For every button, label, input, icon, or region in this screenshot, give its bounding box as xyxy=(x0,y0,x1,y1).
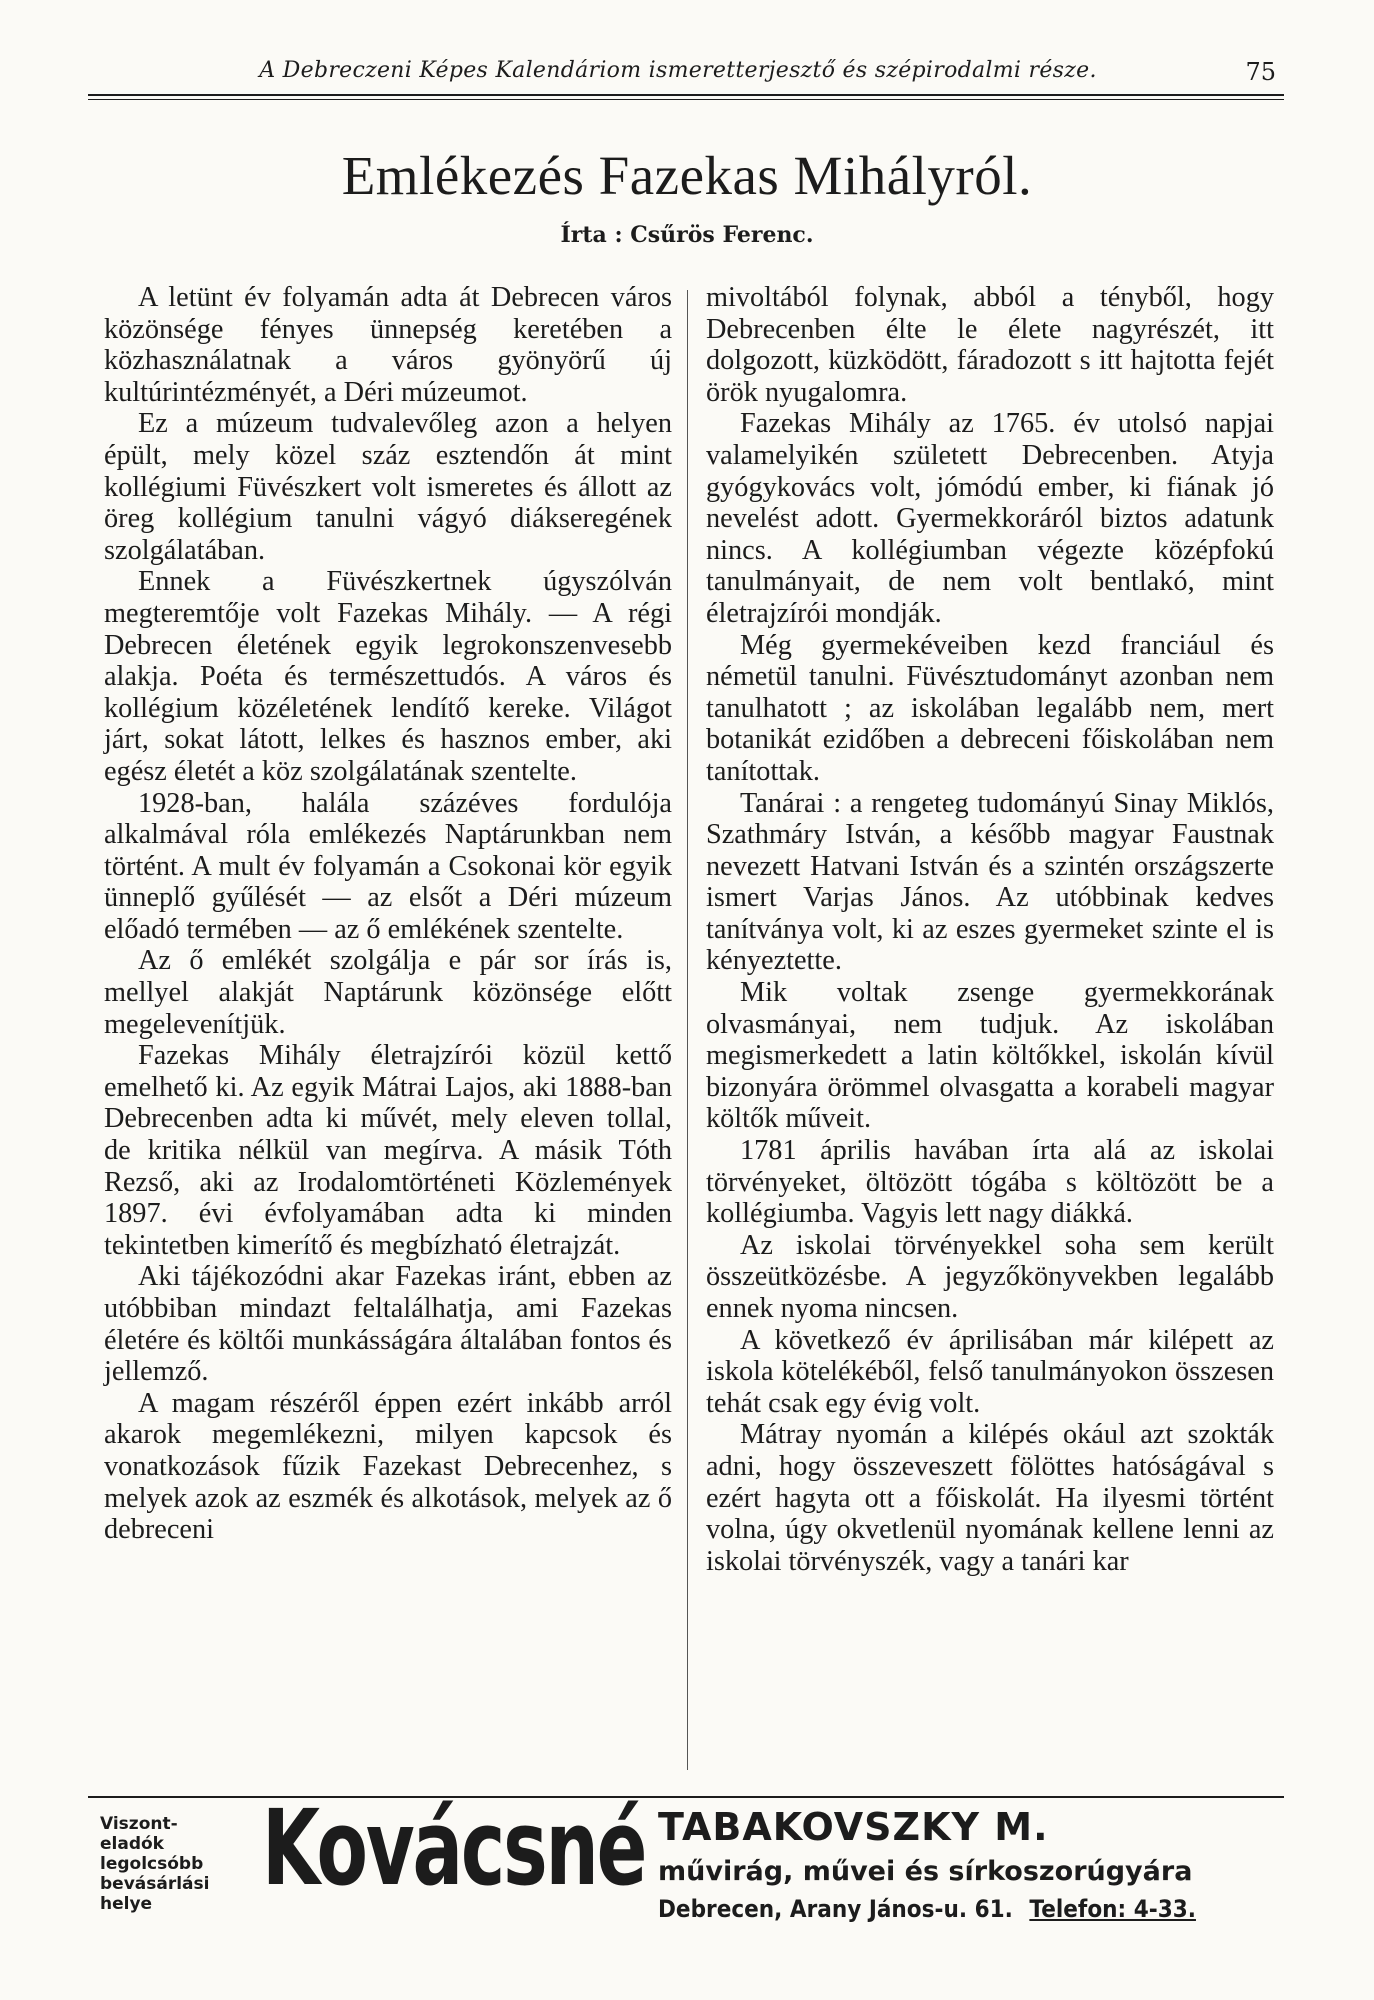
paragraph: Fazekas Mihály az 1765. év utolsó napjai valamelyikén született Debrecenben. Atyja gyógykovács volt, jómódú ember, ki fiának jó nevelést adott. Gyermekkoráról biztos adatunk nincs. A kollégiumban végezte középfokú tanulmányait, de nem volt bentlakó, mint életrajzírói mondják. xyxy=(706,408,1274,629)
paragraph: 1928-ban, halála százéves fordulója alkalmával róla emlékezés Naptárunkban nem történt. A mult év folyamán a Csokonai kör egyik ünneplő gyűlését — az elsőt a Déri múzeum előadó termében — az ő emlékének szentelte. xyxy=(104,787,672,945)
page-number: 75 xyxy=(1245,58,1276,86)
ad-tagline-line: Viszont- xyxy=(100,1814,178,1834)
ad-tagline-line: legolcsóbb xyxy=(100,1854,204,1874)
paragraph: Még gyermekéveiben kezd franciául és németül tanulni. Füvésztudományt azonban nem tanulhatott ; az iskolában legalább nem, mert botanikát ezidőben a debreceni főiskolában nem tanítottak. xyxy=(706,629,1274,787)
paragraph: Az ő emlékét szolgálja e pár sor írás is, mellyel alakját Naptárunk közönsége előtt megelevenítjük. xyxy=(104,945,672,1040)
ad-company-block xyxy=(658,1805,1278,1923)
running-header xyxy=(88,58,1284,96)
article-byline: Írta : Csűrös Ferenc. xyxy=(560,222,814,248)
ad-description: művirág, művei és sírkoszorúgyára xyxy=(658,1855,1193,1887)
paragraph: A letünt év folyamán adta át Debrecen város közönsége fényes ünnepség keretében a közhasználatnak a város gyönyörű új kultúrintézményét, a Déri múzeumot. xyxy=(104,282,672,408)
ad-tagline-line: eladók xyxy=(100,1834,164,1854)
ad-tagline-line: bevásárlási xyxy=(100,1874,210,1894)
paragraph: Aki tájékozódni akar Fazekas iránt, ebben az utóbbiban mindazt feltalálhatja, ami Fazekas életére és költői munkásságára általában fontos és jellemző. xyxy=(104,1261,672,1388)
paragraph: A magam részéről éppen ezért inkább arról akarok megemlékezni, milyen kapcsok és vonatkozások fűzik Fazekast Debrecenhez, s melyek azok az eszmék és alkotások, melyek az ő debreceni xyxy=(104,1387,672,1546)
paragraph: 1781 április havában írta alá az iskolai törvényeket, öltözött tógába s költözött be a kollégiumba. Vagyis lett nagy diákká. xyxy=(706,1135,1274,1230)
paragraph: A következő év áprilisában már kilépett az iskola kötelékéből, felső tanulmányokon összesen tehát csak egy évig volt. xyxy=(706,1324,1274,1419)
paragraph: Az iskolai törvényekkel soha sem került összeütközésbe. A jegyzőkönyvekben legalább ennek nyoma nincsen. xyxy=(706,1229,1274,1324)
ad-address: Debrecen, Arany János-u. 61. xyxy=(658,1894,1013,1923)
header-rule xyxy=(88,99,1284,100)
ad-phone: Telefon: 4-33. xyxy=(1029,1894,1196,1923)
ad-company-name: TABAKOVSZKY M. xyxy=(658,1805,1049,1849)
paragraph: Ennek a Füvészkertnek úgyszólván megteremtője volt Fazekas Mihály. — A régi Debrecen életének egyik legrokonszenvesebb alakja. Poéta és természettudós. A város és kollégium közéletének lendítő kereke. Világot járt, sokat látott, lelkes és hasznos ember, aki egész életét a köz szolgálatának szentelte. xyxy=(104,566,672,787)
ad-brand: Kovácsné xyxy=(262,1787,646,1909)
paragraph: Ez a múzeum tudvalevőleg azon a helyen épült, mely közel száz esztendőn át mint kollégiumi Füvészkert volt ismeretes és állott az öreg kollégium tanulni vágyó diákseregének szolgálatában. xyxy=(104,408,672,566)
ad-address-line xyxy=(658,1895,1216,1923)
article-title: Emlékezés Fazekas Mihályról. xyxy=(341,145,1033,206)
paragraph: Fazekas Mihály életrajzírói közül kettő emelhető ki. Az egyik Mátrai Lajos, aki 1888-ban Debrecenben adta ki művét, mely eleven tollal, de kritika nélkül van megírva. A másik Tóth Rezső, aki az Irodalomtörténeti Közlemények 1897. évi évfolyamában adta ki minden tekintetben kimerítő és megbízható életrajzát. xyxy=(104,1040,672,1261)
paragraph: Mik voltak zsenge gyermekkorának olvasmányai, nem tudjuk. Az iskolában megismerkedett a latin költőkkel, iskolán kívül bizonyára örömmel olvasgatta a korabeli magyar költők műveit. xyxy=(706,977,1274,1135)
left-column xyxy=(104,282,672,1782)
running-title: A Debreczeni Képes Kalendáriom ismeretterjesztő és szépirodalmi része. xyxy=(259,58,1097,83)
right-column xyxy=(706,282,1274,1782)
paragraph: mivoltából folynak, abból a tényből, hogy Debrecenben élte le élete nagyrészét, itt dolgozott, küzködött, fáradozott s itt hajtotta fejét örök nyugalomra. xyxy=(706,282,1274,408)
paragraph: Mátray nyomán a kilépés okául azt szokták adni, hogy összeveszett fölöttes hatóságával s ezért hagyta ott a főiskolát. Ha ilyesmi történt volna, úgy okvetlenül nyomának kellene lenni az iskolai törvényszék, vagy a tanári kar xyxy=(706,1419,1274,1577)
ad-tagline xyxy=(100,1814,250,1914)
column-divider xyxy=(687,290,688,1770)
ad-tagline-line: helye xyxy=(100,1894,153,1914)
paragraph: Tanárai : a rengeteg tudományú Sinay Miklós, Szathmáry István, a később magyar Faustnak nevezett Hatvani István és a szintén országszerte ismert Varjas János. Az utóbbinak kedves tanítványa volt, ki az eszes gyermeket szinte el is kényeztette. xyxy=(706,787,1274,977)
